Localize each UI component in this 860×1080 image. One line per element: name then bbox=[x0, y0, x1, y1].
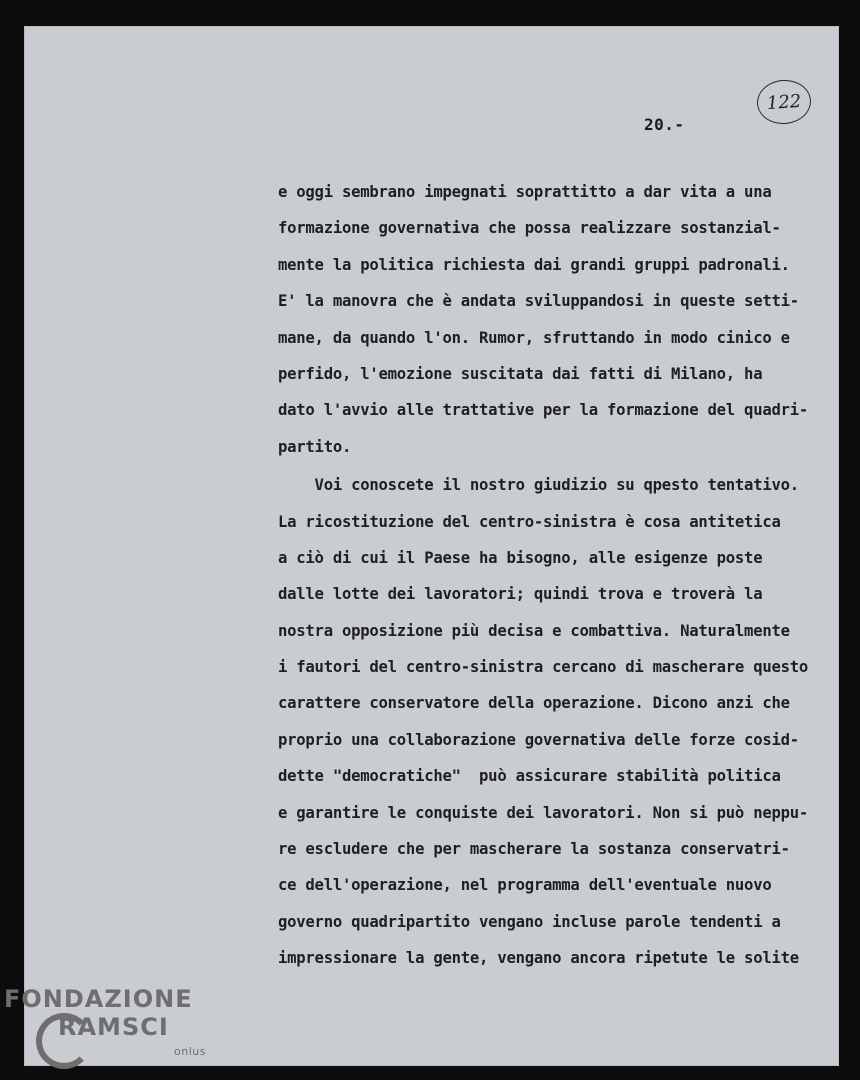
watermark-line1: FONDAZIONE bbox=[4, 985, 193, 1013]
text-line: nostra opposizione più decisa e combattiva. Naturalmente bbox=[278, 621, 790, 640]
text-line: formazione governativa che possa realizzare sostanzial- bbox=[278, 219, 781, 238]
text-line: impressionare la gente, vengano ancora ripetute le solite bbox=[278, 949, 799, 968]
text-line: ce dell'operazione, nel programma dell'eventuale nuovo bbox=[278, 876, 772, 895]
text-line: i fautori del centro-sinistra cercano di mascherare questo bbox=[278, 658, 809, 677]
text-line: proprio una collaborazione governativa delle forze cosid- bbox=[278, 730, 799, 749]
typewritten-text bbox=[278, 174, 848, 977]
text-line: perfido, l'emozione suscitata dai fatti di Milano, ha bbox=[278, 364, 763, 383]
text-line: Voi conoscete il nostro giudizio su qpesto tentativo. bbox=[278, 476, 799, 495]
text-line: mane, da quando l'on. Rumor, sfruttando in modo cinico e bbox=[278, 328, 790, 347]
text-line: e garantire le conquiste dei lavoratori. Non si può neppu- bbox=[278, 803, 809, 822]
text-line: dalle lotte dei lavoratori; quindi trova e troverà la bbox=[278, 585, 763, 604]
text-line: dato l'avvio alle trattative per la formazione del quadri- bbox=[278, 401, 809, 420]
text-line: e oggi sembrano impegnati soprattitto a dar vita a una bbox=[278, 183, 772, 201]
text-line: dette "democratiche" può assicurare stabilità politica bbox=[278, 767, 781, 786]
watermark-line2: RAMSCI bbox=[58, 1013, 169, 1041]
text-line: mente la politica richiesta dai grandi gruppi padronali. bbox=[278, 255, 790, 274]
gramsci-g-logo-icon bbox=[36, 1013, 92, 1069]
text-line: carattere conservatore della operazione. Dicono anzi che bbox=[278, 694, 790, 713]
folio-stamp: 122 bbox=[756, 78, 813, 126]
text-line: a ciò di cui il Paese ha bisogno, alle esigenze poste bbox=[278, 548, 763, 567]
text-line: governo quadripartito vengano incluse parole tendenti a bbox=[278, 912, 781, 931]
document-page bbox=[24, 26, 839, 1066]
page-number: 20.- bbox=[644, 115, 685, 134]
watermark-onlus: onlus bbox=[174, 1045, 206, 1058]
text-line: E' la manovra che è andata sviluppandosi in queste setti- bbox=[278, 292, 799, 311]
fondazione-gramsci-watermark bbox=[4, 985, 206, 1058]
text-line: re escludere che per mascherare la sostanza conservatri- bbox=[278, 840, 790, 859]
text-line: partito. bbox=[278, 437, 352, 456]
text-line: La ricostituzione del centro-sinistra è cosa antitetica bbox=[278, 512, 781, 531]
